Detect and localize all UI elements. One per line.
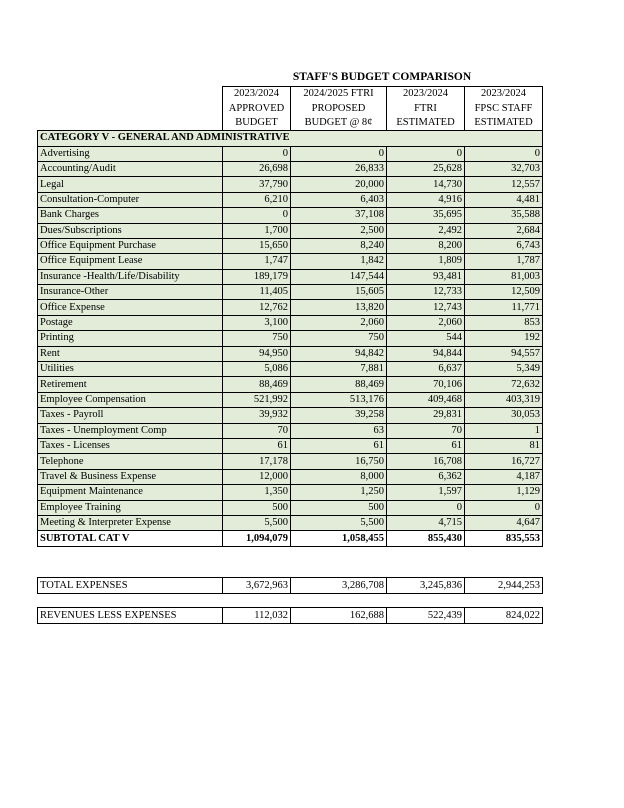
row-value: 7,881 [291,362,387,377]
table-row [38,331,543,346]
col-header-line1: 2023/2024 [223,87,291,102]
page-title: STAFF'S BUDGET COMPARISON [292,71,472,83]
table-row [38,454,543,469]
revenues-less-expenses-label: REVENUES LESS EXPENSES [38,608,223,624]
col-header-line3: BUDGET @ 8¢ [291,116,387,131]
row-value: 4,647 [465,515,543,530]
table-row [38,177,543,192]
row-value: 12,000 [223,469,291,484]
row-value: 35,588 [465,208,543,223]
row-value: 1,787 [465,254,543,269]
row-value: 750 [223,331,291,346]
row-value: 5,500 [291,515,387,530]
row-value: 1,250 [291,485,387,500]
row-value: 13,820 [291,300,387,315]
table-row [38,208,543,223]
row-value: 6,362 [387,469,465,484]
row-label: Office Expense [38,300,223,315]
row-value: 6,637 [387,362,465,377]
row-value: 61 [223,438,291,453]
row-value: 61 [387,438,465,453]
row-value: 94,844 [387,346,465,361]
col-header-line2: FPSC STAFF [465,101,543,115]
row-value: 1,700 [223,223,291,238]
row-value: 544 [387,331,465,346]
col-header-line1: 2023/2024 [465,87,543,102]
row-value: 26,698 [223,161,291,176]
col-header-line1: 2024/2025 FTRI [291,87,387,102]
row-value: 81,003 [465,269,543,284]
table-row [38,238,543,253]
row-value: 147,544 [291,269,387,284]
subtotal-value: 1,094,079 [223,531,291,546]
col-header-line2: APPROVED [223,101,291,115]
row-value: 16,750 [291,454,387,469]
subtotal-value: 1,058,455 [291,531,387,546]
row-value: 12,557 [465,177,543,192]
row-label: Employee Training [38,500,223,515]
total-expenses-value: 2,944,253 [465,578,543,594]
row-label: Bank Charges [38,208,223,223]
row-label: Meeting & Interpreter Expense [38,515,223,530]
category-header: CATEGORY V - GENERAL AND ADMINISTRATIVE [38,131,543,146]
table-row [38,515,543,530]
row-value: 70 [223,423,291,438]
row-label: Insurance -Health/Life/Disability [38,269,223,284]
subtotal-value: 835,553 [465,531,543,546]
table-row [38,300,543,315]
row-label: Dues/Subscriptions [38,223,223,238]
col-header-line2: PROPOSED [291,101,387,115]
row-value: 0 [387,146,465,161]
table-row [38,315,543,330]
row-value: 25,628 [387,161,465,176]
row-value: 16,708 [387,454,465,469]
table-row [38,346,543,361]
row-value: 5,086 [223,362,291,377]
row-value: 6,743 [465,238,543,253]
row-label: Advertising [38,146,223,161]
row-label: Telephone [38,454,223,469]
table-row [38,192,543,207]
table-row [38,146,543,161]
row-value: 35,695 [387,208,465,223]
row-value: 70 [387,423,465,438]
row-value: 20,000 [291,177,387,192]
row-label: Retirement [38,377,223,392]
row-label: Printing [38,331,223,346]
row-label: Accounting/Audit [38,161,223,176]
total-expenses-label: TOTAL EXPENSES [38,578,223,594]
row-value: 37,108 [291,208,387,223]
row-value: 12,509 [465,285,543,300]
row-value: 1,747 [223,254,291,269]
row-value: 17,178 [223,454,291,469]
subtotal-value: 855,430 [387,531,465,546]
row-value: 8,240 [291,238,387,253]
table-row [38,500,543,515]
total-expenses-value: 3,286,708 [291,578,387,594]
row-value: 61 [291,438,387,453]
row-value: 94,842 [291,346,387,361]
row-value: 72,632 [465,377,543,392]
revenues-less-expenses-value: 522,439 [387,608,465,624]
row-value: 2,684 [465,223,543,238]
budget-table [37,86,543,547]
row-value: 500 [291,500,387,515]
row-value: 88,469 [291,377,387,392]
row-label: Consultation-Computer [38,192,223,207]
row-value: 750 [291,331,387,346]
table-row [38,223,543,238]
row-value: 5,500 [223,515,291,530]
row-value: 8,200 [387,238,465,253]
row-value: 11,405 [223,285,291,300]
row-value: 189,179 [223,269,291,284]
row-label: Travel & Business Expense [38,469,223,484]
row-value: 2,500 [291,223,387,238]
row-label: Utilities [38,362,223,377]
col-header-line3: ESTIMATED [465,116,543,131]
table-row [38,362,543,377]
row-label: Office Equipment Purchase [38,238,223,253]
table-row [38,377,543,392]
revenues-less-expenses-value: 112,032 [223,608,291,624]
row-value: 853 [465,315,543,330]
table-row [38,469,543,484]
col-header-line3: ESTIMATED [387,116,465,131]
row-value: 2,060 [291,315,387,330]
row-value: 14,730 [387,177,465,192]
total-expenses-table [37,577,543,594]
table-row [38,269,543,284]
row-value: 70,106 [387,377,465,392]
row-value: 521,992 [223,392,291,407]
row-value: 29,831 [387,408,465,423]
row-label: Taxes - Payroll [38,408,223,423]
col-header-line2: FTRI [387,101,465,115]
row-value: 30,053 [465,408,543,423]
revenues-less-expenses-value: 824,022 [465,608,543,624]
table-row [38,485,543,500]
row-value: 6,210 [223,192,291,207]
row-value: 1 [465,423,543,438]
row-value: 37,790 [223,177,291,192]
table-row [38,254,543,269]
row-value: 1,129 [465,485,543,500]
revenues-less-expenses-table [37,607,543,624]
total-expenses-value: 3,672,963 [223,578,291,594]
row-label: Employee Compensation [38,392,223,407]
row-value: 12,762 [223,300,291,315]
table-row [38,423,543,438]
row-value: 1,350 [223,485,291,500]
row-value: 6,403 [291,192,387,207]
row-value: 1,809 [387,254,465,269]
row-value: 0 [387,500,465,515]
row-value: 0 [291,146,387,161]
row-value: 403,319 [465,392,543,407]
row-value: 11,771 [465,300,543,315]
row-value: 3,100 [223,315,291,330]
revenues-less-expenses-value: 162,688 [291,608,387,624]
row-value: 12,733 [387,285,465,300]
row-label: Taxes - Licenses [38,438,223,453]
col-header-line1: 2023/2024 [387,87,465,102]
row-value: 32,703 [465,161,543,176]
row-value: 4,916 [387,192,465,207]
table-row [38,408,543,423]
row-value: 15,650 [223,238,291,253]
row-value: 4,715 [387,515,465,530]
row-value: 0 [223,146,291,161]
row-value: 5,349 [465,362,543,377]
row-value: 8,000 [291,469,387,484]
row-value: 513,176 [291,392,387,407]
row-value: 500 [223,500,291,515]
row-label: Insurance-Other [38,285,223,300]
row-value: 39,258 [291,408,387,423]
row-value: 63 [291,423,387,438]
row-value: 409,468 [387,392,465,407]
total-expenses-value: 3,245,836 [387,578,465,594]
row-label: Rent [38,346,223,361]
table-row [38,392,543,407]
row-value: 0 [465,146,543,161]
row-value: 88,469 [223,377,291,392]
row-value: 93,481 [387,269,465,284]
row-value: 12,743 [387,300,465,315]
row-value: 0 [465,500,543,515]
row-value: 4,481 [465,192,543,207]
row-value: 2,060 [387,315,465,330]
row-label: Equipment Maintenance [38,485,223,500]
row-value: 4,187 [465,469,543,484]
table-row [38,285,543,300]
row-label: Office Equipment Lease [38,254,223,269]
row-value: 192 [465,331,543,346]
row-value: 26,833 [291,161,387,176]
row-value: 94,950 [223,346,291,361]
row-value: 16,727 [465,454,543,469]
row-value: 15,605 [291,285,387,300]
row-value: 1,597 [387,485,465,500]
row-label: Taxes - Unemployment Comp [38,423,223,438]
col-header-line3: BUDGET [223,116,291,131]
table-row [38,438,543,453]
row-value: 1,842 [291,254,387,269]
row-value: 94,557 [465,346,543,361]
subtotal-label: SUBTOTAL CAT V [38,531,223,546]
table-row [38,161,543,176]
row-value: 2,492 [387,223,465,238]
row-value: 39,932 [223,408,291,423]
row-label: Legal [38,177,223,192]
row-label: Postage [38,315,223,330]
row-value: 0 [223,208,291,223]
row-value: 81 [465,438,543,453]
